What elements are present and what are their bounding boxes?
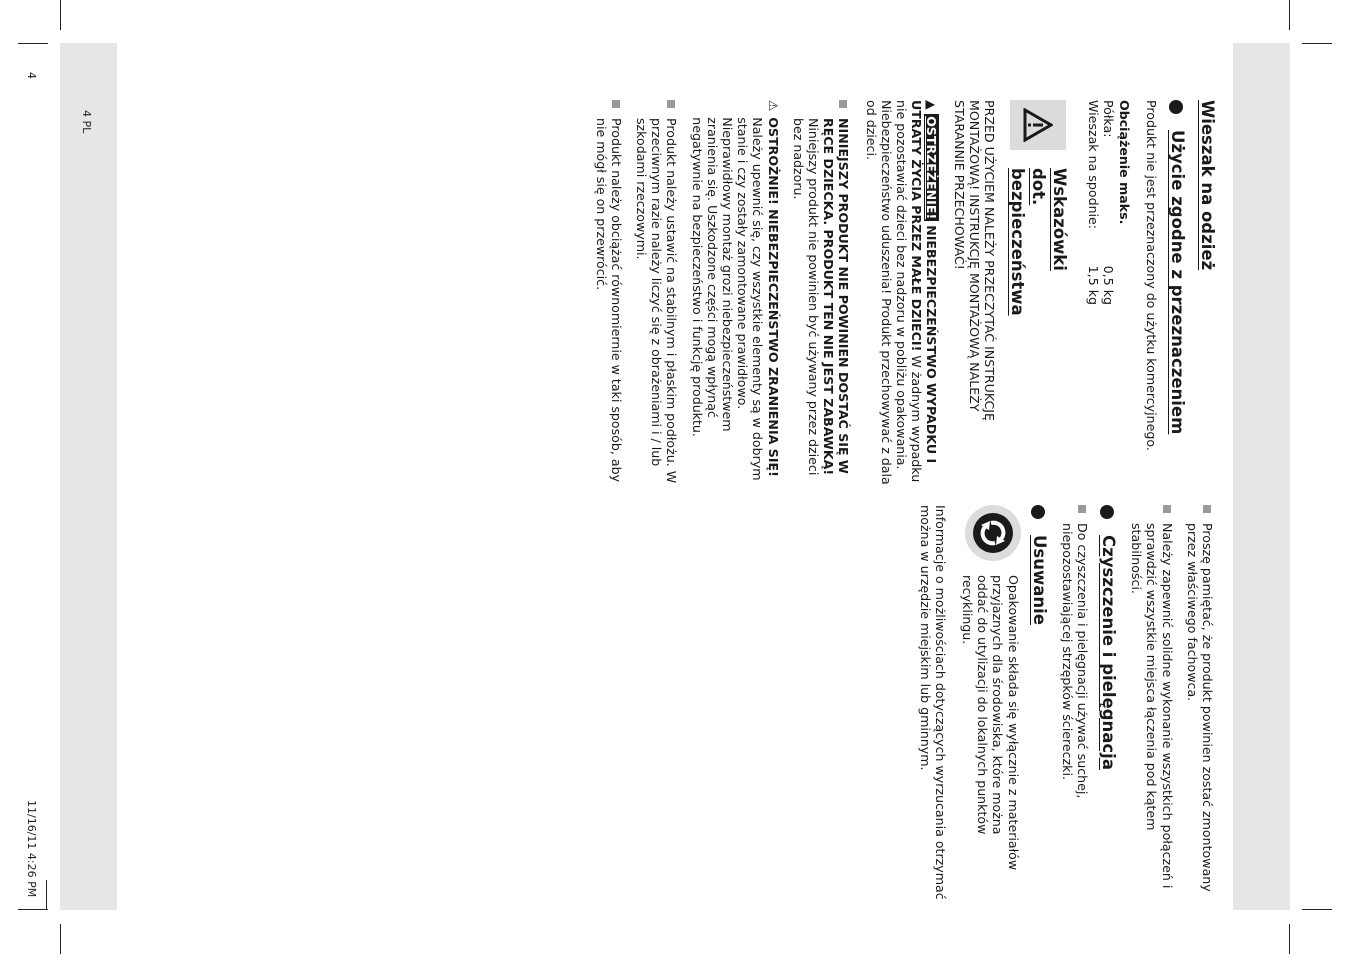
- list-item: [791, 100, 852, 490]
- recycle-block: [960, 505, 1021, 905]
- load-row-value: 1,5 kg: [1086, 265, 1102, 305]
- caution-item: [689, 100, 780, 490]
- square-bullet-icon: [1163, 505, 1171, 513]
- load-row-name: Wieszak na spodnie:: [1086, 100, 1102, 230]
- section-dot-icon: [1169, 100, 1183, 114]
- cleaning-text: Do czyszczenia i pielęgnacji używać suchej, niepozostawiającej strzępków ściereczki.: [1059, 523, 1090, 799]
- list-item: [1185, 505, 1215, 905]
- crop-mark: [60, 0, 61, 30]
- list-item: [1129, 505, 1175, 905]
- list-item: [593, 100, 623, 490]
- column-left: [583, 100, 1215, 490]
- left-margin-band: [60, 43, 117, 910]
- crop-mark: [18, 909, 48, 910]
- disposal-text-2: Informacje o możliwościach dotyczących wyrzucania otrzymać można w urzędzie miejskim lub gminnym.: [917, 505, 948, 900]
- safety-heading: Wskazówki dot. bezpieczeństwa: [1007, 168, 1069, 316]
- column-right: [905, 505, 1215, 905]
- load-row-name: Półka:: [1101, 100, 1117, 138]
- safety-intro: PRZED UŻYCIEM NALEŻY PRZECZYTAĆ INSTRUKCJĘ MONTAŻOWĄ! INSTRUKCJĘ MONTAŻOWĄ NALEŻY STARANNIE PRZECHOWAĆ!: [951, 100, 997, 421]
- crop-mark: [1289, 924, 1290, 954]
- square-bullet-icon: [667, 100, 675, 108]
- safety-heading-block: [1007, 100, 1070, 490]
- crop-mark: [46, 880, 47, 910]
- child-warning-text: Niniejszy produkt nie powinien być używany przez dzieci bez nadzoru.: [790, 118, 821, 476]
- section-dot-icon: [1100, 505, 1114, 519]
- warning-paragraph: [863, 100, 939, 490]
- warning-icon-label: ▲ OSTRZEŻENIE!: [924, 100, 940, 220]
- disposal-text-1: Opakowanie składa się wyłącznie z materiałów przyjaznych dla środowiska, które można oddać do utylizacji do lokalnych punktów recyklingu.: [959, 575, 1021, 871]
- side-label: 4 PL: [80, 110, 93, 134]
- manual-page: [115, 100, 1215, 920]
- caution-text: Należy upewnić się, czy wszystkie elementy są w dobrym stanie i czy zostały zamontowane prawidłowo. Nieprawidłowy montaż grozi niebezpieczeństwem zranienia się. Uszkodzone części mogą wpłynąć negatywnie na bezpieczeństwo i funkcję produktu.: [689, 117, 766, 481]
- warning-triangle-icon: ⚠: [765, 100, 781, 112]
- child-warning-bold: NINIEJSZY PRODUKT NIE POWINIEN DOSTAĆ SIĘ W RĘCE DZIECKA. PRODUKT TEN NIE JEST ZABAWKĄ!: [821, 118, 852, 476]
- max-load-label: Obciążenie maks.: [1116, 100, 1132, 225]
- load-row-shelf: [1101, 100, 1116, 305]
- right-margin-band: [1233, 43, 1290, 910]
- list-item-text: Produkt należy obciążać równomiernie w taki sposób, aby nie mógł się on przewrócić.: [593, 118, 624, 483]
- square-bullet-icon: [1203, 505, 1211, 513]
- square-bullet-icon: [612, 100, 620, 108]
- intended-use-text: Produkt nie jest przeznaczony do użytku komercyjnego.: [1143, 100, 1159, 451]
- crop-mark: [1302, 43, 1332, 44]
- section-heading-intended-use: [1167, 100, 1188, 490]
- section-heading-disposal: [1029, 505, 1050, 905]
- warning-bold-text: NIEBEZPIECZEŃSTWO WYPADKU I UTRATY ŻYCIA PRZEZ MAŁE DZIECI!: [909, 100, 940, 464]
- crop-mark: [1302, 909, 1332, 910]
- disposal-heading: Usuwanie: [1029, 535, 1049, 625]
- section-dot-icon: [1031, 505, 1045, 519]
- intended-use-heading: Użycie zgodne z przeznaczeniem: [1167, 130, 1187, 435]
- print-timestamp: 11/16/11 4:26 PM: [25, 800, 38, 898]
- square-bullet-icon: [1078, 505, 1086, 513]
- crop-mark: [18, 43, 48, 44]
- crop-mark: [60, 924, 61, 954]
- section-heading-cleaning: [1098, 505, 1119, 905]
- list-item: [634, 100, 680, 490]
- list-item-text: Należy zapewnić solidne wykonanie wszystkich połączeń i sprawdzić wszystkie miejsca łączenia pod kątem stabilności.: [1129, 523, 1175, 889]
- recycle-icon: [965, 505, 1021, 561]
- page-title: Wieszak na odzież: [1198, 100, 1217, 271]
- warning-triangle-icon: [1010, 100, 1066, 150]
- list-item-text: Produkt należy ustawić na stabilnym i płaskim podłożu. W przeciwnym razie należy liczyć się z obrażeniami i / lub szkodami rzeczowymi.: [633, 118, 680, 484]
- crop-mark: [1289, 0, 1290, 30]
- list-item-text: Proszę pamiętać, że produkt powinien zostać zmontowany przez właściwego fachowca.: [1184, 523, 1215, 892]
- cleaning-heading: Czyszczenie i pielęgnacja: [1098, 535, 1118, 770]
- page-header-number: 4: [25, 72, 38, 79]
- load-row-trouser-hanger: [1086, 100, 1101, 305]
- square-bullet-icon: [839, 100, 847, 108]
- list-item: [1060, 505, 1090, 905]
- warning-text: W żadnym wypadku nie pozostawiać dzieci bez nadzoru w pobliżu opakowania. Niebezpieczeństwo uduszenia! Produkt przechowywać z dala od dzieci.: [863, 100, 925, 485]
- load-row-value: 0,5 kg: [1101, 265, 1117, 305]
- caution-bold: OSTROŻNIE! NIEBEZPIECZEŃSTWO ZRANIENIA SIĘ!: [765, 117, 781, 477]
